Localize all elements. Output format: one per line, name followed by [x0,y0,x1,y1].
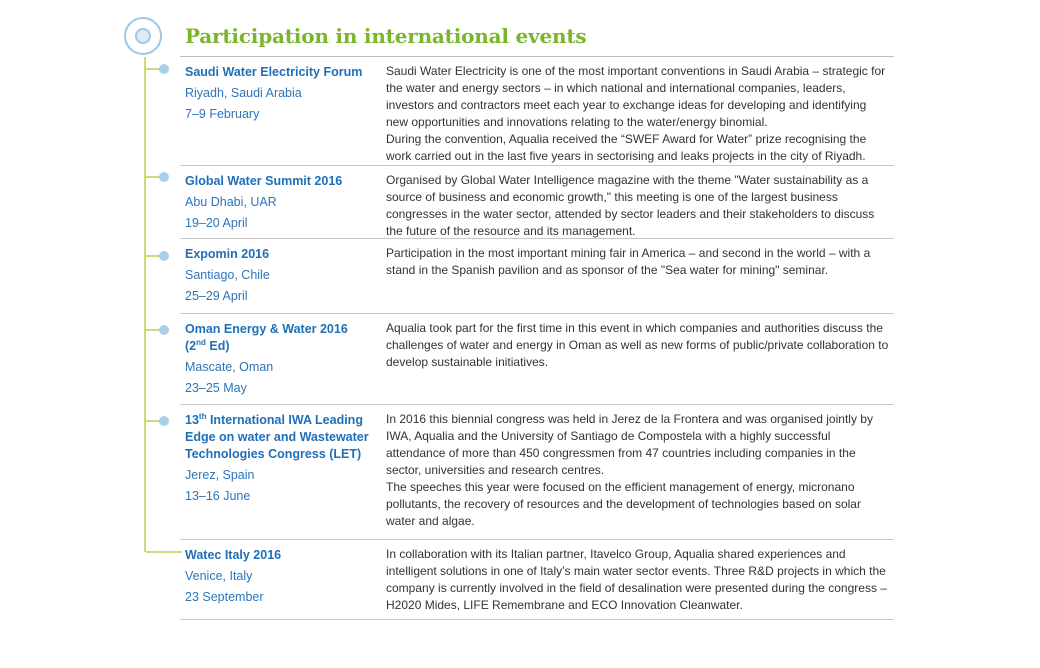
timeline-start-circle-inner [135,28,151,44]
event-row [180,239,894,314]
event-info [185,64,375,123]
event-info [185,246,375,305]
event-row [180,314,894,405]
event-description [386,245,891,279]
event-location: Santiago, Chile [185,268,270,282]
ordinal-suffix: th [198,411,207,421]
event-date: 25–29 April [185,289,248,303]
description-paragraph: During the convention, Aqualia received the “SWEF Award for Water” prize recognising the work carried out in the last five years in sectorising and leaks projects in the city of Riyadh. [386,132,867,163]
description-paragraph: In collaboration with its Italian partner, Itavelco Group, Aqualia shared experiences and intelligent solutions in one of Italy’s main water sector events. Three R&D projects in which the company is currently involved in the field of desalination were presented during the congress –H2020 Mides, LIFE Remembrane and ECO Innovation Cleanwater. [386,547,887,612]
event-info [185,412,375,505]
timeline-dot-icon [159,325,169,335]
event-info [185,321,375,397]
timeline-start-circle-icon [124,17,162,55]
event-location: Jerez, Spain [185,468,255,482]
event-location: Mascate, Oman [185,360,274,374]
timeline-dot-icon [159,416,169,426]
event-name: Watec Italy 2016 [185,548,282,562]
event-name: Expomin 2016 [185,247,270,261]
connector-tick [146,551,182,553]
timeline-dot-icon [159,64,169,74]
event-date: 23 September [185,590,264,604]
event-name-edition-prefix: (2 [185,339,197,353]
event-description [386,320,891,371]
event-date: 13–16 June [185,489,251,503]
event-name: Global Water Summit 2016 [185,174,343,188]
event-info [185,547,375,606]
event-date: 7–9 February [185,107,260,121]
ordinal-suffix: nd [196,337,206,347]
timeline-dot-icon [159,172,169,182]
description-paragraph: In 2016 this biennial congress was held in Jerez de la Frontera and was organised jointly by IWA, Aqualia and the University of Santiago de Compostela with a highly successful attendance of more than 450 congressmen from 47 countries including companies in the sector, universities and research centres. [386,412,873,477]
timeline-line [144,57,146,552]
page-title: Participation in international events [185,24,587,48]
description-paragraph: Saudi Water Electricity is one of the most important conventions in Saudi Arabia – strategic for the water and energy sectors – in which national and international companies, leaders, investors and contractors meet each year to exchange ideas for developing and identifying new opportunities and innovations relating to the water/energy binomial. [386,64,886,129]
event-date: 23–25 May [185,381,247,395]
event-row [180,405,894,540]
event-info [185,173,375,232]
event-description [386,172,891,240]
description-paragraph: The speeches this year were focused on the efficient management of energy, micronano pollutants, the recovery of resources and the development of technologies based on solar water and algae. [386,480,861,528]
description-paragraph: Participation in the most important mining fair in America – and second in the world – with a stand in the Spanish pavilion and as sponsor of the "Sea water for mining" seminar. [386,246,871,277]
timeline-dot-icon [159,251,169,261]
event-location: Abu Dhabi, UAR [185,195,277,209]
event-name [185,412,375,463]
event-row [180,540,894,620]
event-row [180,57,894,166]
description-paragraph: Organised by Global Water Intelligence magazine with the theme "Water sustainability as a source of business and economic growth," this meeting is one of the largest business congresses in the water sector, attended by sector leaders and their stakeholders to discuss the future of the resource and its management. [386,173,875,238]
event-name-main: Oman Energy & Water 2016 [185,322,348,336]
event-date: 19–20 April [185,216,248,230]
event-name [185,321,375,355]
event-name-edition-suffix: Ed) [205,339,230,353]
event-location: Riyadh, Saudi Arabia [185,86,302,100]
event-location: Venice, Italy [185,569,253,583]
event-description [386,411,891,530]
event-row [180,166,894,239]
event-name-suffix: International IWA Leading Edge on water and Wastewater Technologies Congress (LET) [185,413,369,461]
event-name: Saudi Water Electricity Forum [185,65,363,79]
event-description [386,63,891,165]
description-paragraph: Aqualia took part for the first time in this event in which companies and authorities discuss the challenges of water and energy in Oman as well as new forms of public/private collaboration to develop sustainable initiatives. [386,321,889,369]
event-description [386,546,891,614]
event-name-prefix: 13 [185,413,199,427]
